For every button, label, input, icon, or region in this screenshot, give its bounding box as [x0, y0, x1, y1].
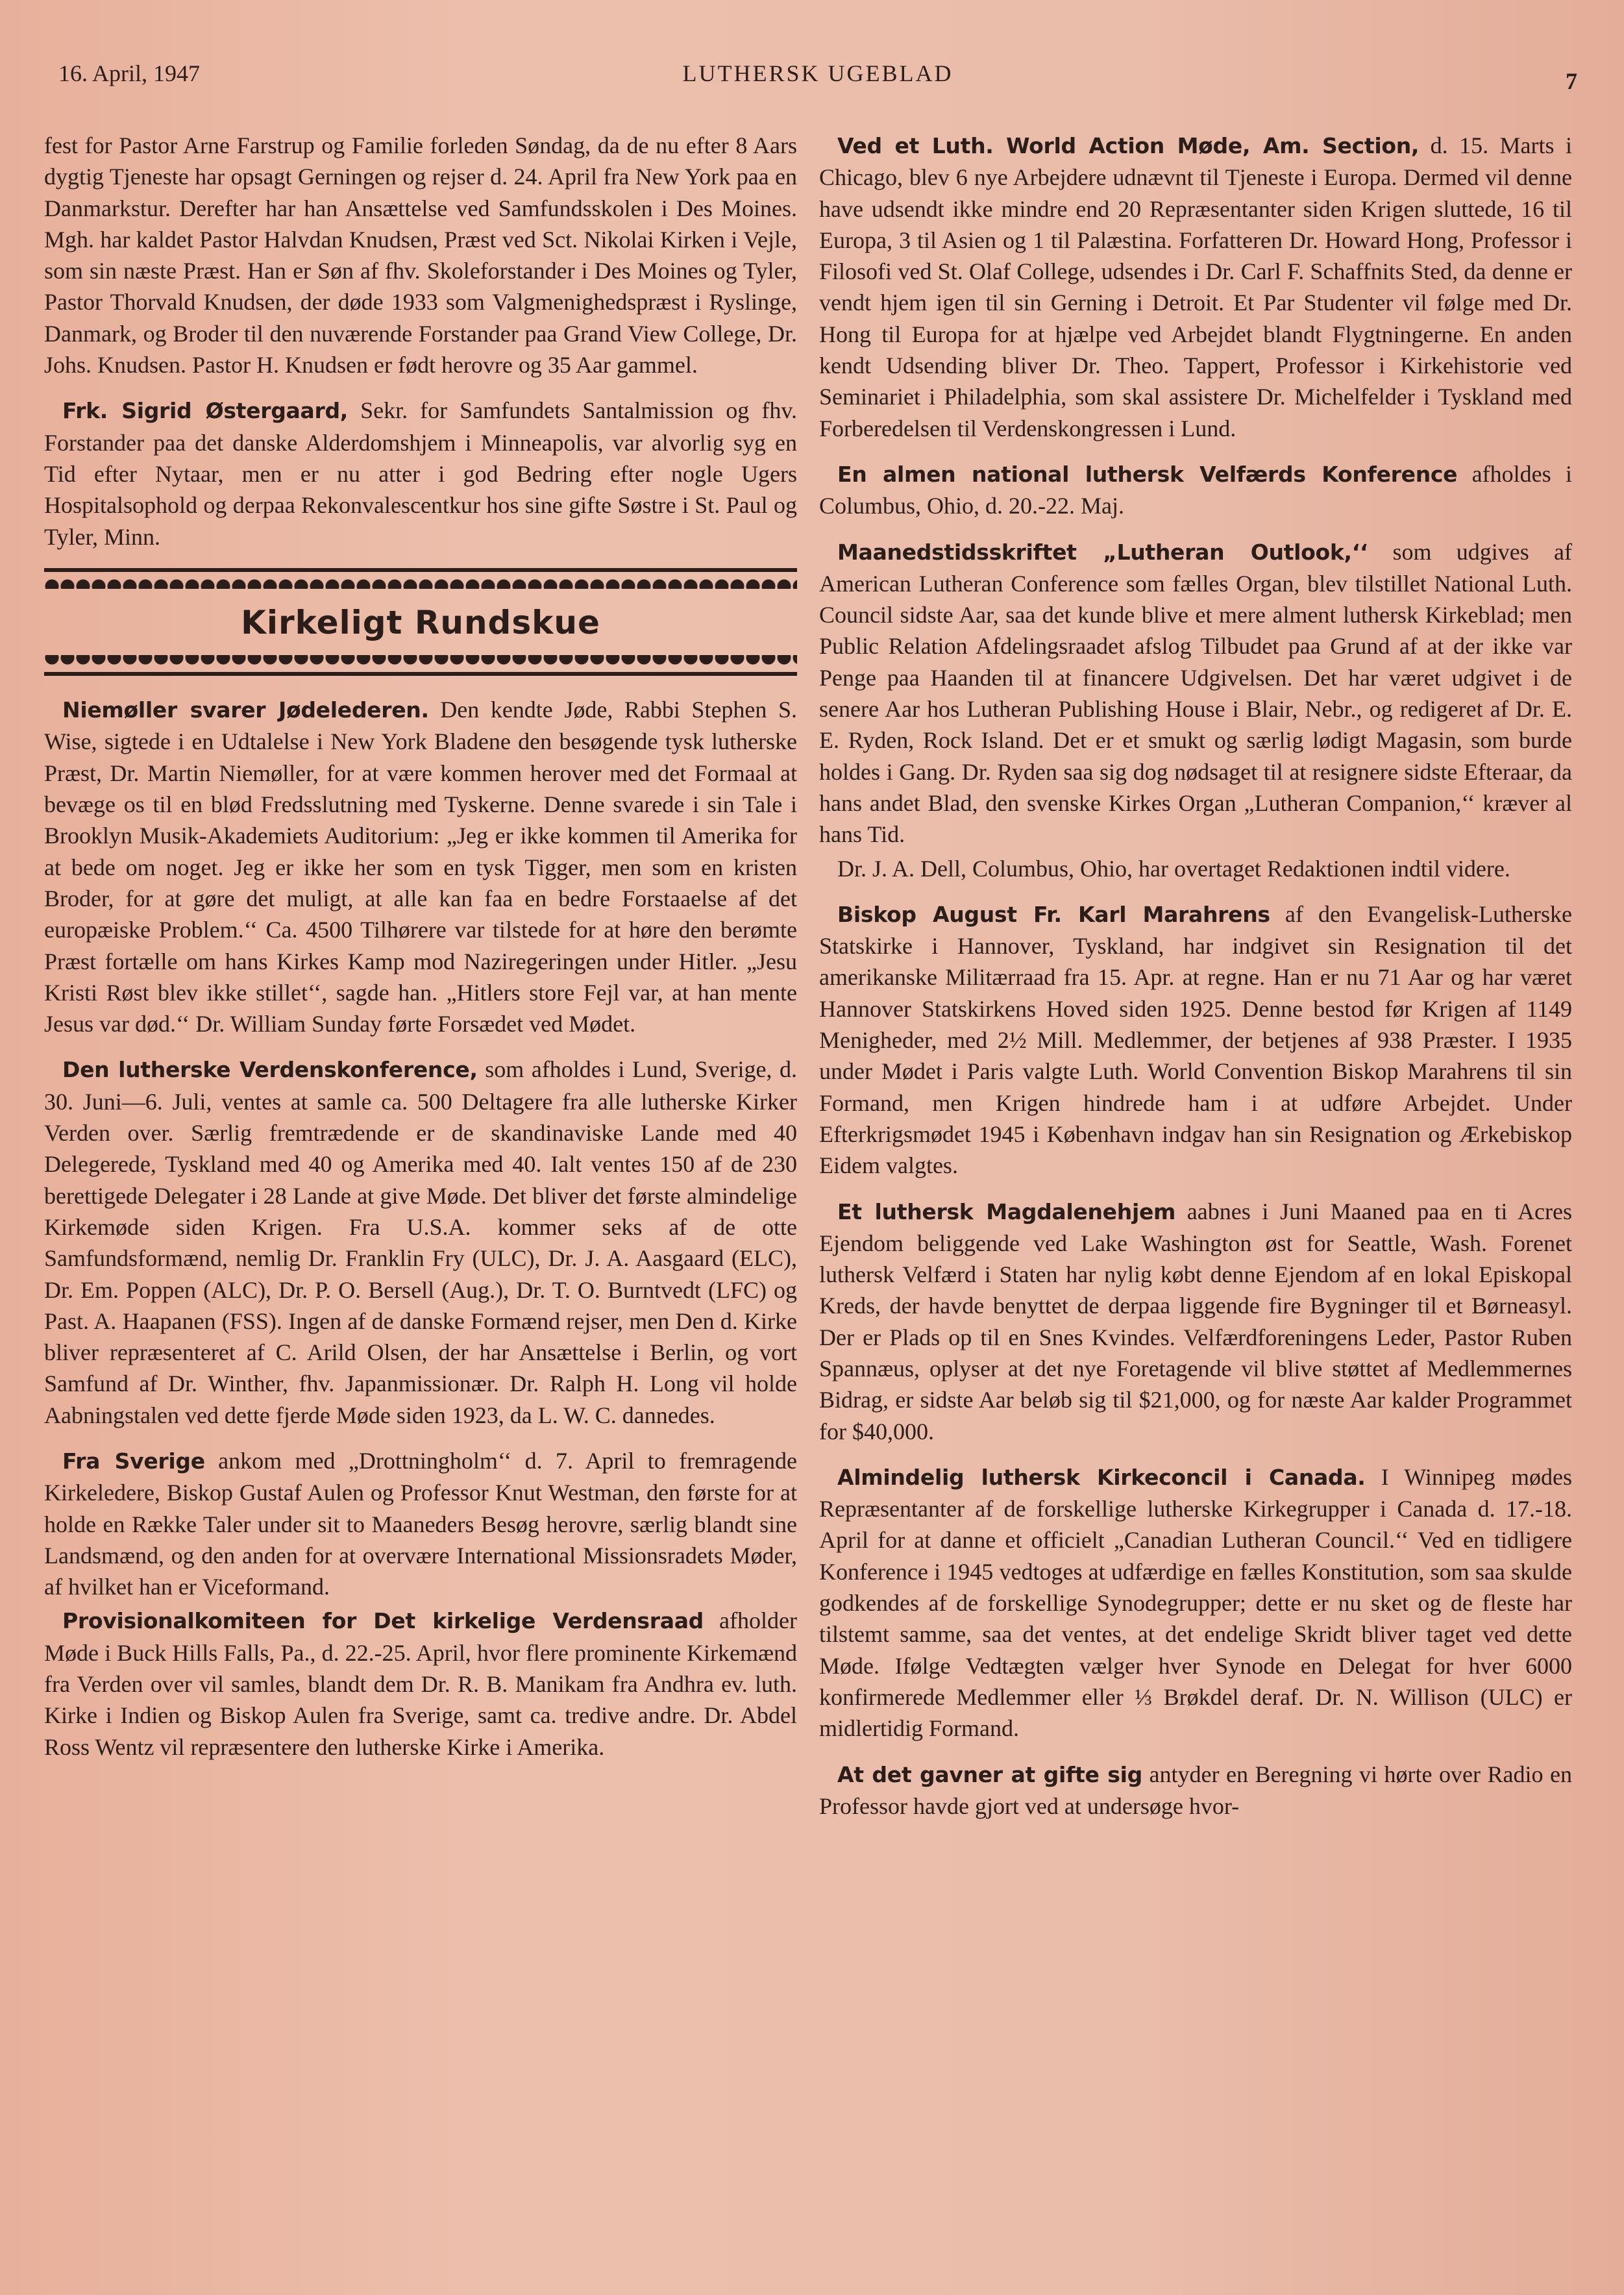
- article-body: som udgives af American Lutheran Conference som fælles Organ, blev tilstillet National Luth. Council sidste Aar, saa det kunde blive et mere alment luthersk Kirkeblad; men Public Relation Afdelingsraadet afslog Tilbudet paa Grund af at der ikke var Penge paa Haanden til at financere Udgivelsen. Det har været udgivet i de senere Aar hos Lutheran Publishing House i Blair, Nebr., og redigeret af Dr. E. E. Ryden, Rock Island. Det er et smukt og særlig lødigt Magasin, som burde holdes i Gang. Dr. Ryden saa sig dog nødsaget til at resignere sidste Efteraar, da hans andet Blad, den svenske Kirkes Organ „Lutheran Companion,‘‘ kræver al hans Tid.: [819, 538, 1572, 848]
- article-sverige: [44, 1445, 797, 1602]
- article-magdalene: [819, 1196, 1572, 1447]
- article-heading: At det gavner at gifte sig: [837, 1761, 1142, 1787]
- article-heading: Et luthersk Magdalenehjem: [837, 1198, 1176, 1224]
- article-niemoller: [44, 694, 797, 1039]
- article-sigrid: [44, 395, 797, 552]
- article-heading: Den lutherske Verdenskonference,: [62, 1057, 478, 1083]
- article-heading: Frk. Sigrid Østergaard,: [62, 398, 349, 424]
- article-marahrens: [819, 899, 1572, 1182]
- article-body: aabnes i Juni Maaned paa en ti Acres Ejendom beliggende ved Lake Washington øst for Seattle, Wash. Forenet luthersk Velfærd i Staten har nylig købt denne Ejendom af en lokal Episkopal Kreds, der havde benyttet de derpaa liggende fire Bygninger til et Børneasyl. Der er Plads op til en Snes Kvindes. Velfærdforeningens Leder, Pastor Ruben Spannæus, oplyser at det nye Foretagende vil blive støttet af Medlemmernes Bidrag, er sidste Aar beløb sig til $21,000, og for næste Aar kalder Programmet for $40,000.: [819, 1198, 1573, 1445]
- article-gifte: [819, 1759, 1572, 1822]
- article-body: afholdes i Columbus, Ohio, d. 20.-22. Maj.: [819, 460, 1572, 519]
- article-heading: Niemøller svarer Jødelederen.: [62, 697, 429, 723]
- article-body: antyder en Beregning vi hørte over Radio en Professor havde gjort ved at undersøge hvor-: [819, 1761, 1573, 1819]
- article-body: I Winnipeg mødes Repræsentanter af de forskellige lutherske Kirkegrupper i Canada d. 17.-18. April for at danne et officielt „Canadian Lutheran Council.‘‘ Ved en tidligere Konference i 1945 vedtoges at udfærdige en fælles Konstitution, som saa skulde godkendes af de forskellige Synodegrupper; dette er nu sket og de fleste har tilstemt samme, saa det ventes, at det endelige Skridt bliver taget ved dette Møde. Ifølge Vedtægten vælger hver Synode en Delegat for hver 6000 konfirmerede Medlemmer eller ⅓ Brøkdel deraf. Dr. N. Willison (ULC) er midlertidig Formand.: [819, 1463, 1572, 1742]
- article-heading: Provisionalkomiteen for Det kirkelige Verdensraad: [62, 1608, 704, 1634]
- article-heading: Maanedstidsskriftet „Lutheran Outlook,‘‘: [837, 539, 1368, 565]
- page-header: [58, 60, 1577, 105]
- left-column: [44, 130, 797, 1763]
- article-velfaerd: [819, 458, 1572, 522]
- right-column: [819, 130, 1572, 1822]
- ornamental-rule-bottom: [44, 655, 797, 676]
- article-provisional: [44, 1605, 797, 1762]
- ornamental-rule-top: [44, 568, 797, 589]
- article-heading: Ved et Luth. World Action Møde, Am. Section,: [837, 133, 1420, 158]
- issue-date: 16. April, 1947: [58, 60, 201, 86]
- article-outlook: [819, 536, 1572, 850]
- article-world-action: [819, 130, 1572, 444]
- masthead-title: LUTHERSK UGEBLAD: [682, 60, 953, 86]
- article-canada: [819, 1461, 1572, 1744]
- article-body: afholder Møde i Buck Hills Falls, Pa., d. 22.-25. April, hvor flere prominente Kirkemænd fra Verden over vil samles, blandt dem Dr. R. B. Manikam fra Andhra ev. luth. Kirke i Indien og Biskop Aulen fra Sverige, samt ca. tredive andre. Dr. Abdel Ross Wentz vil repræsentere den lutherske Kirke i Amerika.: [44, 1607, 797, 1760]
- article-body: Sekr. for Samfundets Santalmission og fhv. Forstander paa det danske Alderdomshjem i Minneapolis, var alvorlig syg en Tid efter Nytaar, men er nu atter i god Bedring efter nogle Ugers Hospitalsophold og derpaa Rekonvalescentkur hos sine gifte Søstre i St. Paul og Tyler, Minn.: [44, 397, 797, 550]
- article-heading: Almindelig luthersk Kirkeconcil i Canada.: [837, 1464, 1366, 1490]
- article-body: af den Evangelisk-Lutherske Statskirke i Hannover, Tyskland, har indgivet sin Resignation til det amerikanske Militærraad fra 15. Apr. at regne. Han er nu 71 Aar og har været Hannover Statskirkens Hoved siden 1925. Denne bestod før Krigen af 1149 Menigheder, med 2½ Mill. Medlemmer, der betjenes af 938 Præster. I 1935 under Mødet i Paris valgte Luth. World Convention Biskop Marahrens til sin Formand, men Krigen hindrede ham i at udføre Arbejdet. Under Efterkrigsmødet 1945 i København indgav han sin Resignation og Ærkebiskop Eidem valgtes.: [819, 900, 1572, 1179]
- section-title: Kirkeligt Rundskue: [241, 603, 600, 641]
- article-continuation: fest for Pastor Arne Farstrup og Familie forleden Søndag, da de nu efter 8 Aars dygtig Tjeneste har opsagt Gerningen og rejser d. 24. April fra New York paa en Danmarkstur. Derefter har han Ansættelse ved Samfundsskolen i Des Moines. Mgh. har kaldet Pastor Halvdan Knudsen, Præst ved Sct. Nikolai Kirken i Vejle, som sin næste Præst. Han er Søn af fhv. Skoleforstander i Des Moines og Tyler, Pastor Thorvald Knudsen, der døde 1933 som Valgmenighedspræst i Ryslinge, Danmark, og Broder til den nuværende Forstander paa Grand View College, Dr. Johs. Knudsen. Pastor H. Knudsen er født herovre og 35 Aar gammel.: [44, 132, 797, 378]
- article-heading: Biskop August Fr. Karl Marahrens: [837, 901, 1270, 927]
- article-body: ankom med „Drottningholm‘‘ d. 7. April to fremragende Kirkeledere, Biskop Gustaf Aulen og Professor Knut Westman, den første for at holde en Række Taler under sit to Maaneders Besøg herovre, særlig blandt sine Landsmænd, og den anden for at overvære International Missionsradets Møder, af hvilket han er Viceformand.: [44, 1447, 797, 1600]
- article-verdenskonference: [44, 1054, 797, 1431]
- article-body: som afholdes i Lund, Sverige, d. 30. Juni—6. Juli, ventes at samle ca. 500 Deltagere fra alle lutherske Kirker Verden over. Særlig fremtrædende er de skandinaviske Lande med 40 Delegerede, Tyskland med 40 og Amerika med 40. Ialt ventes 150 af de 230 berettigede Delegater i 28 Lande at give Møde. Det bliver det første almindelige Kirkemøde siden Krigen. Fra U.S.A. kommer seks af de otte Samfundsformænd, nemlig Dr. Franklin Fry (ULC), Dr. J. A. Aasgaard (ELC), Dr. Em. Poppen (ALC), Dr. P. O. Bersell (Aug.), Dr. T. O. Burntvedt (LFC) og Past. A. Haapanen (FSS). Ingen af de danske Formænd rejser, men Den d. Kirke bliver repræsenteret af C. Arild Olsen, der har Ansættelse i Berlin, og vort Samfund af Dr. Winther, fhv. Japanmissionær. Dr. Ralph H. Long vil holde Aabningstalen ved dette fjerde Møde siden 1923, da L. W. C. dannedes.: [44, 1056, 797, 1428]
- article-heading: Fra Sverige: [62, 1448, 205, 1474]
- article-body: d. 15. Marts i Chicago, blev 6 nye Arbejdere udnævnt til Tjeneste i Europa. Dermed vil denne have udsendt ikke mindre end 20 Repræsentanter siden Krigen sluttede, 16 til Europa, 3 til Asien og 1 til Palæstina. Forfatteren Dr. Howard Hong, Professor i Filosofi ved St. Olaf College, udsendes i Dr. Carl F. Schaffnits Sted, da denne er vendt hjem igen til sin Gerning i Detroit. Et Par Studenter vil følge med Dr. Hong til Europa for at hjælpe ved Arbejdet blandt Flygtningerne. En anden kendt Udsending bliver Dr. Theo. Tappert, Professor i Kirkehistorie ved Seminariet i Philadelphia, som skal assistere Dr. Michelfelder i Tyskland med Forberedelsen til Verdenskongressen i Lund.: [819, 132, 1572, 441]
- article-heading: En almen national luthersk Velfærds Konference: [837, 461, 1458, 487]
- article-outlook-editor: Dr. J. A. Dell, Columbus, Ohio, har overtaget Redaktionen indtil videre.: [837, 855, 1510, 882]
- page-number: 7: [1566, 68, 1577, 94]
- article-body: Den kendte Jøde, Rabbi Stephen S. Wise, sigtede i en Udtalelse i New York Bladene den besøgende tysk lutherske Præst, Dr. Martin Niemøller, for at være kommen herover med det Formaal at bevæge os til en blød Fredsslutning med Tyskerne. Denne svarede i sin Tale i Brooklyn Musik-Akademiets Auditorium: „Jeg er ikke kommen til Amerika for at bede om noget. Jeg er ikke her som en tysk Tigger, men som en kristen Broder, for at gøre det muligt, at alle kan faa en bedre Forstaaelse af det europæiske Problem.‘‘ Ca. 4500 Tilhørere var tilstede for at høre den berømte Præst fortælle om hans Kirkes Kamp mod Naziregeringen under Hitler. „Jesu Kristi Røst blev ikke stillet‘‘, sagde han. „Hitlers store Fejl var, at han mente Jesus var død.‘‘ Dr. William Sunday førte Forsædet ved Mødet.: [44, 697, 797, 1037]
